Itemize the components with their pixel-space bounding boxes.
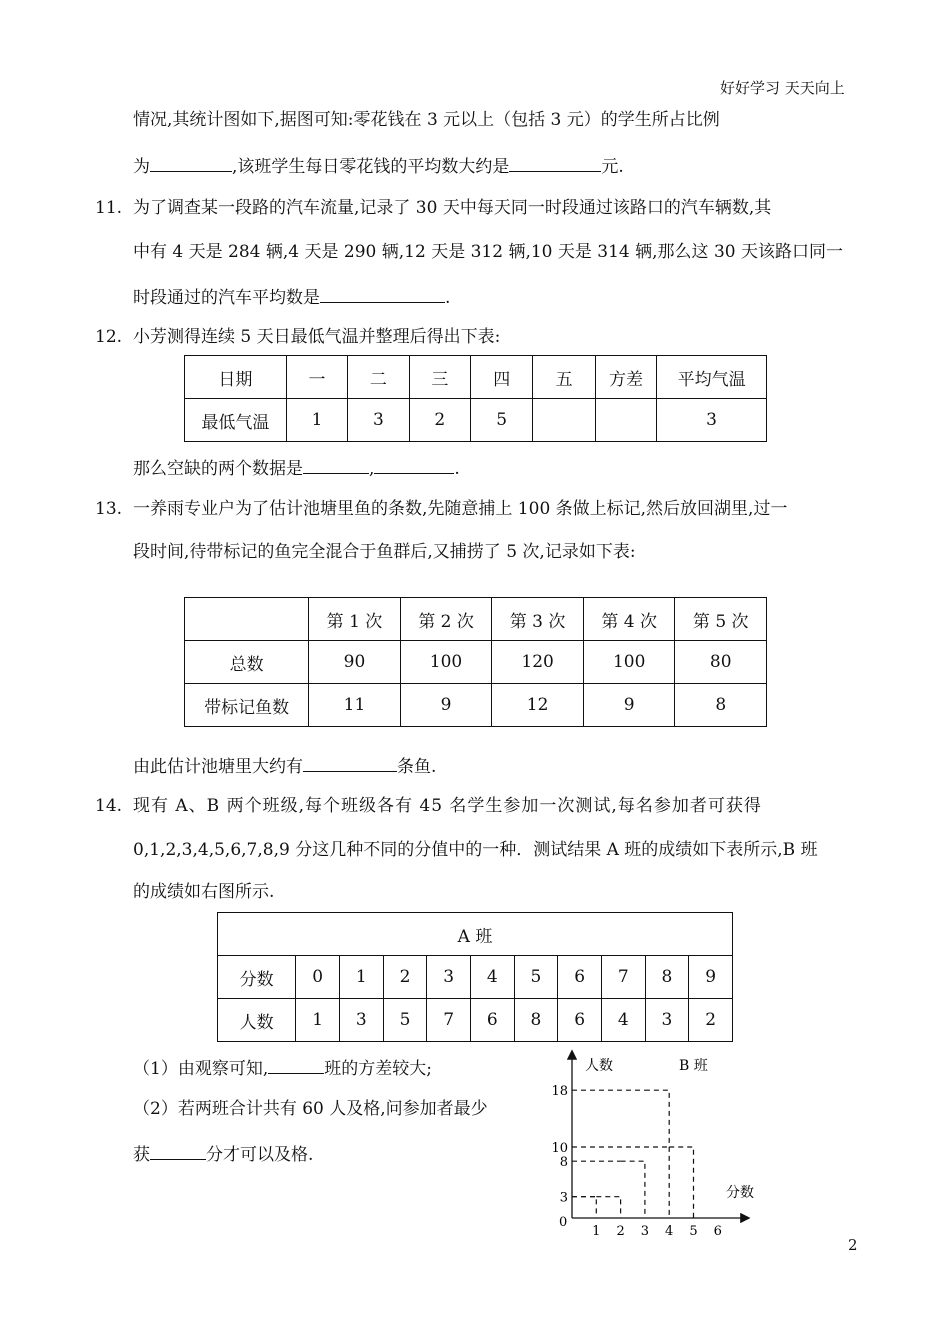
chart-bar: [572, 1197, 596, 1218]
chart-x-tick-label: 4: [665, 1224, 674, 1239]
q10-answer-blank-2[interactable]: [509, 153, 601, 172]
q14-sub2-answer-blank[interactable]: [150, 1141, 206, 1160]
q14-count-cell: 2: [689, 999, 733, 1042]
q13-answer-blank[interactable]: [303, 753, 397, 772]
q12-answer-blank-2[interactable]: [374, 455, 454, 474]
q10-text-a: 为: [133, 157, 150, 177]
q13-line1: 一养雨专业户为了估计池塘里鱼的条数,先随意捕上 100 条做上标记,然后放回湖里,过一: [133, 499, 788, 519]
q11-line2: 中有 4 天是 284 辆,4 天是 290 辆,12 天是 312 辆,10 天是 314 辆,那么这 30 天该路口同一: [133, 242, 843, 262]
q12-header-cell: 五: [533, 356, 595, 399]
q12-number: 12.: [95, 327, 123, 347]
class-b-chart: [545, 1040, 775, 1240]
q12-temperature-table: [184, 355, 767, 442]
q14-count-cell: 5: [383, 999, 427, 1042]
chart-title: B 班: [679, 1058, 708, 1074]
q14-count-cell: 3: [340, 999, 384, 1042]
q14-count-cell: 6: [558, 999, 602, 1042]
q11-line3: [133, 284, 450, 309]
q13-header-cell: 第 3 次: [492, 598, 584, 641]
q11-answer-blank[interactable]: [320, 284, 445, 303]
q12-header-cell: 平均气温: [657, 356, 767, 399]
q14-sub1: [133, 1055, 432, 1080]
q14-score-cell: 5: [514, 956, 558, 999]
q10-text-b: ,该班学生每日零花钱的平均数大约是: [232, 157, 510, 177]
page-number: 2: [848, 1236, 858, 1254]
q10-line2: [133, 153, 624, 178]
q11-text-b: .: [445, 288, 451, 308]
q13-number: 13.: [95, 499, 123, 519]
q14-count-label: 人数: [218, 999, 296, 1042]
q12-text-c: .: [454, 459, 460, 479]
q12-cell: [595, 399, 656, 442]
q14-line1: 现有 A、B 两个班级,每个班级各有 45 名学生参加一次测试,每名参加者可获得: [133, 796, 762, 816]
q12-header-cell: 二: [348, 356, 409, 399]
q11-number: 11.: [95, 198, 123, 218]
chart-y-tick-label: 10: [551, 1141, 568, 1156]
chart-x-tick-label: 3: [640, 1224, 650, 1239]
q12-header-cell: 方差: [595, 356, 656, 399]
q14-score-cell: 9: [689, 956, 733, 999]
q14-score-cell: 2: [383, 956, 427, 999]
q14-score-cell: 3: [427, 956, 471, 999]
q10-text-c: 元.: [601, 157, 624, 177]
q14-sub1-text-a: （1）由观察可知,: [133, 1059, 269, 1079]
q12-cell: 5: [471, 399, 533, 442]
q12-cell: [533, 399, 595, 442]
q13-header-cell: 第 1 次: [309, 598, 401, 641]
chart-y-label: 人数: [585, 1058, 613, 1074]
q12-cell: 最低气温: [185, 399, 287, 442]
q13-text-a: 由此估计池塘里大约有: [133, 757, 303, 777]
q14-number: 14.: [95, 796, 123, 816]
q14-score-label: 分数: [218, 956, 296, 999]
chart-y-tick-label: 8: [559, 1155, 568, 1171]
q12-cell: 1: [286, 399, 347, 442]
q11-line1: 为了调查某一段路的汽车流量,记录了 30 天中每天同一时段通过该路口的汽车辆数,其: [133, 198, 772, 218]
q13-cell: 带标记鱼数: [185, 684, 309, 727]
q14-score-cell: 1: [340, 956, 384, 999]
chart-y-tick-label: 3: [559, 1190, 568, 1206]
q13-cell: 9: [400, 684, 492, 727]
q13-cell: 100: [583, 641, 675, 684]
q14-sub1-answer-blank[interactable]: [268, 1055, 324, 1074]
q12-header-cell: 四: [471, 356, 533, 399]
chart-x-tick-label: 5: [689, 1224, 698, 1239]
q13-cell: 11: [309, 684, 401, 727]
q14-sub2-line2: [133, 1141, 313, 1166]
q13-cell: 80: [675, 641, 767, 684]
q14-sub2-text-b: 分才可以及格.: [206, 1145, 314, 1165]
q13-text-b: 条鱼.: [397, 757, 437, 777]
q14-count-cell: 6: [470, 999, 514, 1042]
q12-after: [133, 455, 460, 480]
q12-answer-blank-1[interactable]: [303, 455, 369, 474]
q12-cell: 3: [348, 399, 409, 442]
q13-cell: 120: [492, 641, 584, 684]
q14-table-title: A 班: [218, 913, 733, 956]
q13-fish-table: [184, 597, 767, 727]
q14-score-cell: 8: [645, 956, 689, 999]
q14-count-cell: 3: [645, 999, 689, 1042]
q11-text-a: 时段通过的汽车平均数是: [133, 288, 320, 308]
chart-bar: [645, 1090, 669, 1218]
q12-line1: 小芳测得连续 5 天日最低气温并整理后得出下表:: [133, 327, 501, 347]
q14-line3: 的成绩如右图所示.: [133, 882, 275, 902]
q12-header-cell: 日期: [185, 356, 287, 399]
chart-bar: [621, 1161, 645, 1218]
q13-cell: 100: [400, 641, 492, 684]
q13-header-cell: 第 2 次: [400, 598, 492, 641]
header-slogan: 好好学习 天天向上: [720, 79, 845, 97]
q14-score-cell: 7: [601, 956, 645, 999]
q14-count-cell: 8: [514, 999, 558, 1042]
q13-cell: 9: [583, 684, 675, 727]
q14-line2: 0,1,2,3,4,5,6,7,8,9 分这几种不同的分值中的一种．测试结果 A 班的成绩如下表所示,B 班: [133, 840, 818, 860]
q14-count-cell: 1: [296, 999, 340, 1042]
q13-cell: 总数: [185, 641, 309, 684]
chart-origin-label: 0: [559, 1215, 568, 1230]
q13-after: [133, 753, 436, 778]
q13-cell: 8: [675, 684, 767, 727]
q13-header-cell: 第 5 次: [675, 598, 767, 641]
q12-cell: 2: [409, 399, 470, 442]
q14-score-cell: 0: [296, 956, 340, 999]
q14-score-cell: 4: [470, 956, 514, 999]
chart-x-tick-label: 6: [713, 1224, 722, 1239]
q14-class-a-table: [217, 912, 733, 1042]
q13-line2: 段时间,待带标记的鱼完全混合于鱼群后,又捕捞了 5 次,记录如下表:: [133, 542, 636, 562]
chart-x-label: 分数: [726, 1185, 754, 1201]
chart-y-tick-label: 18: [551, 1084, 568, 1100]
q14-score-cell: 6: [558, 956, 602, 999]
q14-count-cell: 4: [601, 999, 645, 1042]
q14-sub1-text-b: 班的方差较大;: [324, 1059, 432, 1079]
q12-cell: 3: [657, 399, 767, 442]
q14-sub2-text-a: 获: [133, 1145, 150, 1165]
chart-x-tick-label: 2: [616, 1224, 625, 1239]
q10-answer-blank-1[interactable]: [150, 153, 232, 172]
q12-text-b: ,: [369, 459, 375, 479]
q13-header-cell: [185, 598, 309, 641]
q14-sub2-line1: （2）若两班合计共有 60 人及格,问参加者最少: [133, 1099, 488, 1119]
q10-line1: 情况,其统计图如下,据图可知:零花钱在 3 元以上（包括 3 元）的学生所占比例: [133, 110, 720, 130]
q13-cell: 90: [309, 641, 401, 684]
q13-cell: 12: [492, 684, 584, 727]
q13-header-cell: 第 4 次: [583, 598, 675, 641]
chart-x-tick-label: 1: [592, 1224, 601, 1239]
chart-bar: [669, 1147, 693, 1218]
chart-bar: [596, 1197, 620, 1218]
q12-text-a: 那么空缺的两个数据是: [133, 459, 303, 479]
q12-header-cell: 一: [286, 356, 347, 399]
q12-header-cell: 三: [409, 356, 470, 399]
q14-count-cell: 7: [427, 999, 471, 1042]
